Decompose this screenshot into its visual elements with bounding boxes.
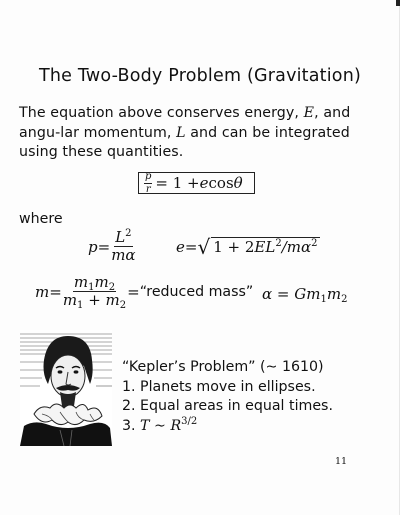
den-m1: m [62,291,78,309]
law-3-prefix: 3. [122,417,141,434]
m-fraction [62,273,127,311]
kepler-law-2: 2. Equal areas in equal times. [122,398,333,414]
m-equals: = [49,282,62,301]
m-denominator [62,291,127,311]
m-numerator [73,275,116,292]
kepler-portrait-image [20,330,112,446]
alpha-G: Gm [294,285,321,303]
boxed-orbit-equation [138,172,255,194]
num-sub-2: 2 [108,282,116,293]
fraction-numerator: p [145,170,152,182]
radicand-part-3: /mα [281,238,312,256]
p-fraction [110,230,136,263]
radicand-sup-2: 2 [311,238,318,249]
page-number: 11 [335,456,348,467]
intro-text-1: The equation above conserves energy, [19,105,304,121]
num-sub-1: 1 [88,282,95,293]
alpha-equation [262,285,347,303]
theta-symbol: θ [233,174,243,192]
radicand [211,237,319,256]
intro-var-E: E [303,105,315,121]
equation-rest: = 1 + [155,174,200,192]
num-m1: m [73,273,89,291]
slide-title: The Two-Body Problem (Gravitation) [38,66,362,86]
alpha-sub-1: 1 [320,294,327,305]
e-equation [176,237,320,257]
alpha-sub-2: 2 [341,294,348,305]
den-sub-2: 2 [119,300,127,311]
den-plus: + [83,291,106,309]
p-num-L: L [115,228,126,246]
reduced-mass-label: “reduced mass” [139,283,254,300]
p-over-r-fraction [144,172,152,195]
p-num-sup: 2 [125,228,132,239]
alpha-equals: = [272,285,295,303]
m-lhs: m [35,282,50,301]
m-equals-2: = [127,282,140,301]
radicand-sup-1: 2 [275,238,282,249]
radicand-part-1: 1 + 2 [213,238,255,256]
kepler-heading: “Kepler’s Problem” (∼ 1610) [122,359,324,375]
den-sub-1: 1 [77,300,84,311]
e-lhs: e [176,238,185,256]
kepler-law-3 [122,417,333,437]
p-equation [88,230,137,263]
reduced-mass-equation [35,273,254,311]
p-equals: = [97,237,111,256]
law-3-R: R [170,417,182,434]
p-denominator: mα [111,246,136,264]
where-label: where [19,211,63,227]
intro-paragraph [19,104,381,163]
radical-sign: √ [197,235,211,259]
e-equals: = [184,238,198,256]
den-m2: m [105,291,120,309]
law-3-T: T [140,417,150,434]
alpha-lhs: α [262,285,273,303]
law-3-sim: ∼ [149,417,171,434]
alpha-m2: m [326,285,342,303]
law-3-sup: 3/2 [181,415,198,427]
p-lhs: p [88,237,98,256]
fraction-denominator: r [145,183,151,195]
intro-var-L: L [176,124,186,141]
intro-text-3: and can be integrated using these quantities. [19,124,350,160]
kepler-laws-list [122,358,333,436]
cos-function: cos [208,174,234,192]
num-m2: m [94,273,109,291]
eccentricity-symbol: e [199,174,209,192]
kepler-law-1: 1. Planets move in ellipses. [122,378,316,395]
radicand-part-2: EL [254,238,276,256]
p-numerator [114,230,132,247]
intro-text-2: , and angu-lar momentum, [19,105,351,141]
sqrt-expression [197,237,319,257]
